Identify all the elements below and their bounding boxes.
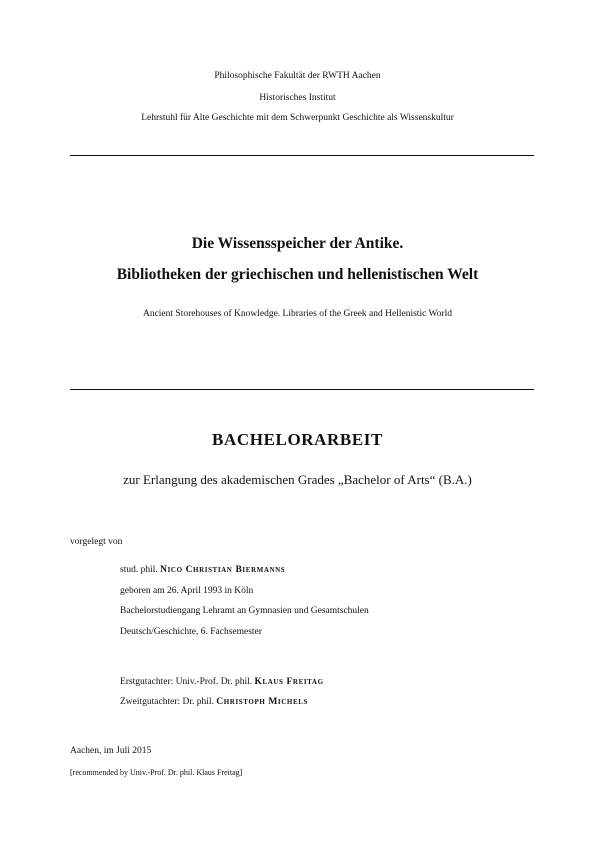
author-line (120, 565, 285, 575)
degree-line: zur Erlangung des akademischen Grades „Bachelor of Arts“ (B.A.) (123, 472, 472, 487)
recommendation-note: [recommended by Univ.-Prof. Dr. phil. Klaus Freitag] (70, 768, 243, 777)
second-reviewer (120, 697, 308, 707)
title-line-2: Bibliotheken der griechischen und hellenistischen Welt (116, 266, 479, 283)
author-birth: geboren am 26. April 1993 in Köln (120, 586, 254, 596)
author-subjects: Deutsch/Geschichte, 6. Fachsemester (120, 627, 262, 637)
title-line-1: Die Wissensspeicher der Antike. (191, 235, 404, 252)
second-reviewer-prefix: Zweitgutachter: Dr. phil. (120, 697, 214, 707)
author-program: Bachelorstudiengang Lehramt an Gymnasien und Gesamtschulen (120, 606, 369, 616)
thesis-type: BACHELORARBEIT (212, 430, 383, 449)
author-name: Nico Christian Biermanns (160, 565, 286, 575)
first-reviewer-prefix: Erstgutachter: Univ.-Prof. Dr. phil. (120, 677, 253, 687)
middle-divider (70, 389, 534, 390)
english-title: Ancient Storehouses of Knowledge. Libraries of the Greek and Hellenistic World (142, 309, 453, 319)
faculty-line: Philosophische Fakultät der RWTH Aachen (214, 71, 381, 81)
first-reviewer (120, 677, 324, 687)
place-date: Aachen, im Juli 2015 (70, 746, 152, 756)
institute-line: Historisches Institut (259, 93, 336, 103)
top-divider (70, 155, 534, 156)
second-reviewer-name: Christoph Michels (216, 697, 308, 707)
submitted-by: vorgelegt von (70, 537, 123, 547)
first-reviewer-name: Klaus Freitag (254, 677, 324, 687)
author-prefix: stud. phil. (120, 565, 158, 575)
chair-line: Lehrstuhl für Alte Geschichte mit dem Schwerpunkt Geschichte als Wissenskultur (141, 113, 454, 123)
